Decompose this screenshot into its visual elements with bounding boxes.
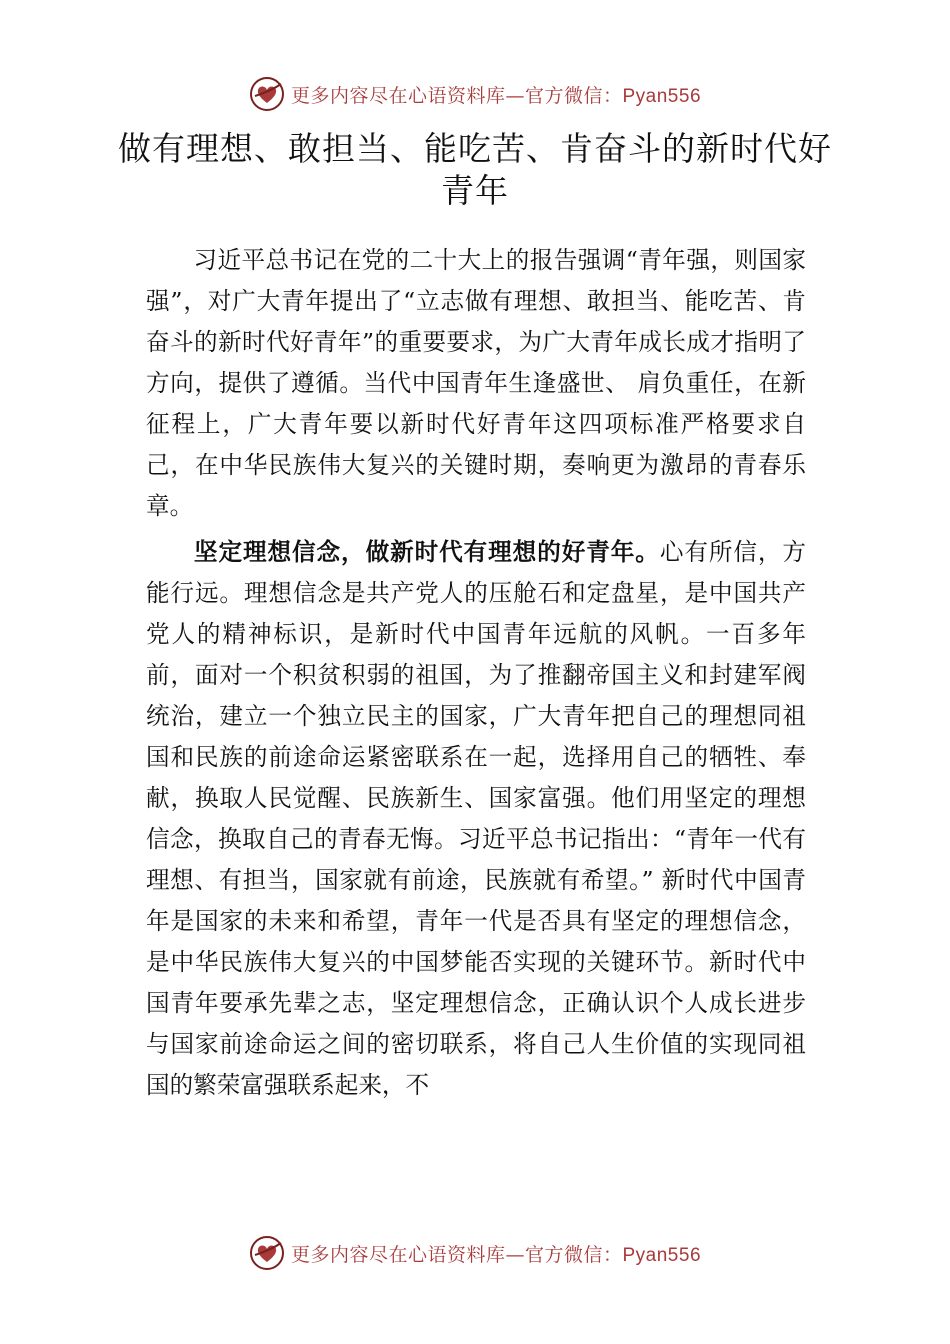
paragraph-1-text: 习近平总书记在党的二十大上的报告强调“青年强，则国家强”，对广大青年提出了“立志做有理想、敢担当、能吃苦、肯奋斗的新时代好青年”的重要要求，为广大青年成长成才指明了方向，提供了遵循。当代中国青年生逢盛世、 肩负重任，在新征程上，广大青年要以新时代好青年这四项标准严格要求自己，在中华民族伟大复兴的关键时期，奏响更为激昂的青春乐章。 [146,246,806,520]
heart-logo-icon [249,1235,285,1271]
header-banner-text: 更多内容尽在心语资料库—官方微信：Pyan556 [290,84,702,107]
footer-banner [0,1233,950,1273]
heart-logo-icon [249,76,285,112]
paragraph-1 [146,240,806,527]
paragraph-2 [146,532,806,1106]
footer-banner-text: 更多内容尽在心语资料库—官方微信：Pyan556 [290,1243,702,1266]
footer-wechat-id: Pyan556 [622,1244,702,1266]
paragraph-2-text: 心有所信，方能行远。理想信念是共产党人的压舱石和定盘星，是中国共产党人的精神标识，是新时代中国青年远航的风帆。一百多年前，面对一个积贫积弱的祖国，为了推翻帝国主义和封建军阀统治，建立一个独立民主的国家，广大青年把自己的理想同祖国和民族的前途命运紧密联系在一起，选择用自己的牺牲、奉献，换取人民觉醒、民族新生、国家富强。他们用坚定的理想信念，换取自己的青春无悔。习近平总书记指出：“青年一代有理想、有担当，国家就有前途，民族就有希望。” 新时代中国青年是国家的未来和希望，青年一代是否具有坚定的理想信念，是中华民族伟大复兴的中国梦能否实现的关键环节。新时代中国青年要承先辈之志，坚定理想信念，正确认识个人成长进步与国家前途命运之间的密切联系，将自己人生价值的实现同祖国的繁荣富强联系起来，不 [146,538,807,1099]
document-title: 做有理想、敢担当、能吃苦、肯奋斗的新时代好青年 [118,129,832,210]
header-wechat-id: Pyan556 [622,85,702,107]
paragraph-2-heading: 坚定理想信念，做新时代有理想的好青年。 [193,538,660,566]
header-banner [0,74,950,114]
